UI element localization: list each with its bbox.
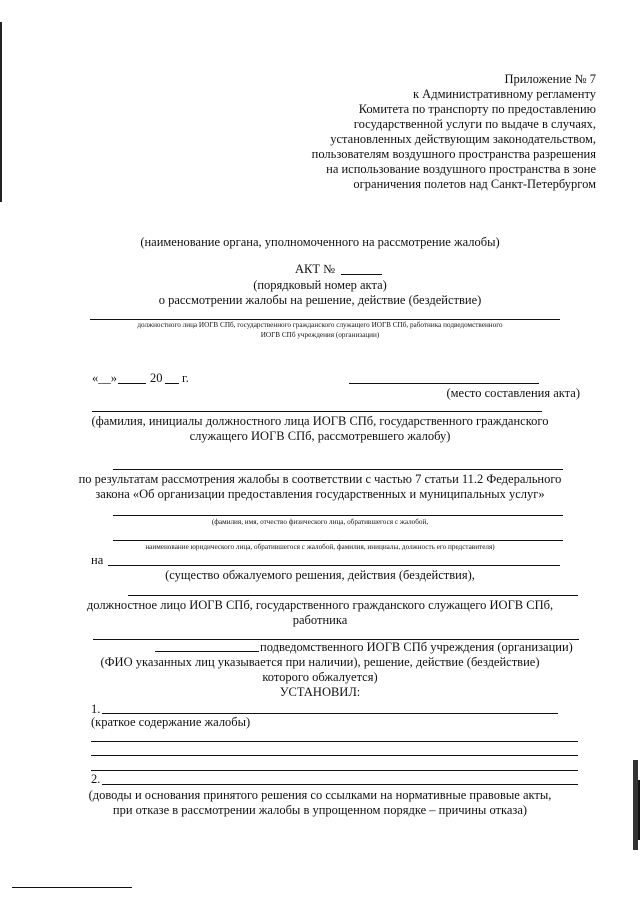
- on-line[interactable]: [108, 565, 560, 566]
- date-year-line[interactable]: [165, 383, 179, 384]
- item2-caption: при отказе в рассмотрении жалобы в упрощенном порядке – причины отказа): [112, 803, 528, 817]
- item2-caption: (доводы и основания принятого решения со ссылками на нормативные правовые акты,: [88, 788, 552, 802]
- date-year-prefix: 20: [150, 371, 163, 385]
- date-month-line[interactable]: [118, 383, 146, 384]
- appendix-line: Приложение № 7: [504, 72, 596, 86]
- act-title: АКТ №: [295, 262, 336, 276]
- reviewer-caption: служащего ИОГВ СПб, рассмотревшего жалобу): [189, 429, 451, 443]
- official-caption: должностного лица ИОГВ СПб, государственного гражданского служащего ИОГВ СПб, работника подведомственного: [137, 321, 503, 329]
- appendix-line: к Административному регламенту: [412, 87, 596, 101]
- established-heading: УСТАНОВИЛ:: [279, 685, 361, 699]
- item1-line[interactable]: [91, 741, 578, 742]
- legal-entity-caption: наименование юридического лица, обратившегося с жалобой, фамилия, инициалы, должность его представителя): [145, 543, 495, 551]
- fio-note: которого обжалуется): [262, 670, 378, 684]
- on-label: на: [91, 553, 104, 567]
- item2-line[interactable]: [102, 784, 578, 785]
- item1-line[interactable]: [91, 770, 578, 771]
- reviewer-caption: (фамилия, инициалы должностного лица ИОГВ СПб, государственного гражданского: [91, 414, 549, 428]
- subordinate-name-line[interactable]: [155, 651, 259, 652]
- results-text: по результатам рассмотрения жалобы в соответствии с частью 7 статьи 11.2 Федерального: [78, 472, 562, 486]
- results-text: закона «Об организации предоставления государственных и муниципальных услуг»: [95, 487, 545, 501]
- results-line[interactable]: [113, 469, 563, 470]
- date-year-suffix: г.: [182, 371, 189, 385]
- subordinate-text: подведомственного ИОГВ СПб учреждения (организации): [260, 640, 573, 654]
- act-number-line[interactable]: [341, 274, 382, 275]
- item2-number: 2.: [91, 772, 101, 786]
- scan-edge-left: [0, 22, 2, 202]
- appendix-line: ограничения полетов над Санкт-Петербургом: [353, 177, 596, 191]
- fio-note: (ФИО указанных лиц указывается при наличии), решение, действие (бездействие): [100, 655, 540, 669]
- individual-caption: (фамилия, имя, отчество физического лица, обратившегося с жалобой,: [211, 518, 429, 526]
- appendix-line: Комитета по транспорту по предоставлению: [358, 102, 596, 116]
- official-line[interactable]: [90, 319, 560, 320]
- appendix-line: пользователям воздушного пространства разрешения: [311, 147, 596, 161]
- item1-line[interactable]: [91, 755, 578, 756]
- essence-caption: (существо обжалуемого решения, действия (бездействия),: [165, 568, 475, 582]
- official-text: должностное лицо ИОГВ СПб, государственного гражданского служащего ИОГВ СПб,: [86, 598, 554, 612]
- official-text: работника: [292, 613, 348, 627]
- place-line[interactable]: [349, 383, 539, 384]
- item1-number: 1.: [91, 702, 101, 716]
- act-number-caption: (порядковый номер акта): [253, 278, 387, 292]
- legal-entity-line[interactable]: [113, 540, 563, 541]
- item1-caption: (краткое содержание жалобы): [91, 715, 251, 729]
- appendix-header: [236, 72, 596, 192]
- official-caption: ИОГВ СПб учреждения (организации): [260, 331, 380, 339]
- appendix-line: на использование воздушного пространства в зоне: [326, 162, 596, 176]
- official-name-line[interactable]: [128, 595, 578, 596]
- item1-line[interactable]: [102, 713, 558, 714]
- reviewer-line[interactable]: [92, 411, 542, 412]
- footnote-separator: [12, 887, 132, 888]
- appendix-line: государственной услуги по выдаче в случаях,: [353, 117, 596, 131]
- place-caption: (место составления акта): [446, 386, 580, 400]
- appendix-line: установленных действующим законодательством,: [330, 132, 596, 146]
- date-day: «__»: [92, 371, 117, 385]
- act-subject: о рассмотрении жалобы на решение, действие (бездействие): [158, 293, 482, 307]
- individual-line[interactable]: [113, 515, 563, 516]
- body-name-caption: (наименование органа, уполномоченного на рассмотрение жалобы): [140, 235, 500, 249]
